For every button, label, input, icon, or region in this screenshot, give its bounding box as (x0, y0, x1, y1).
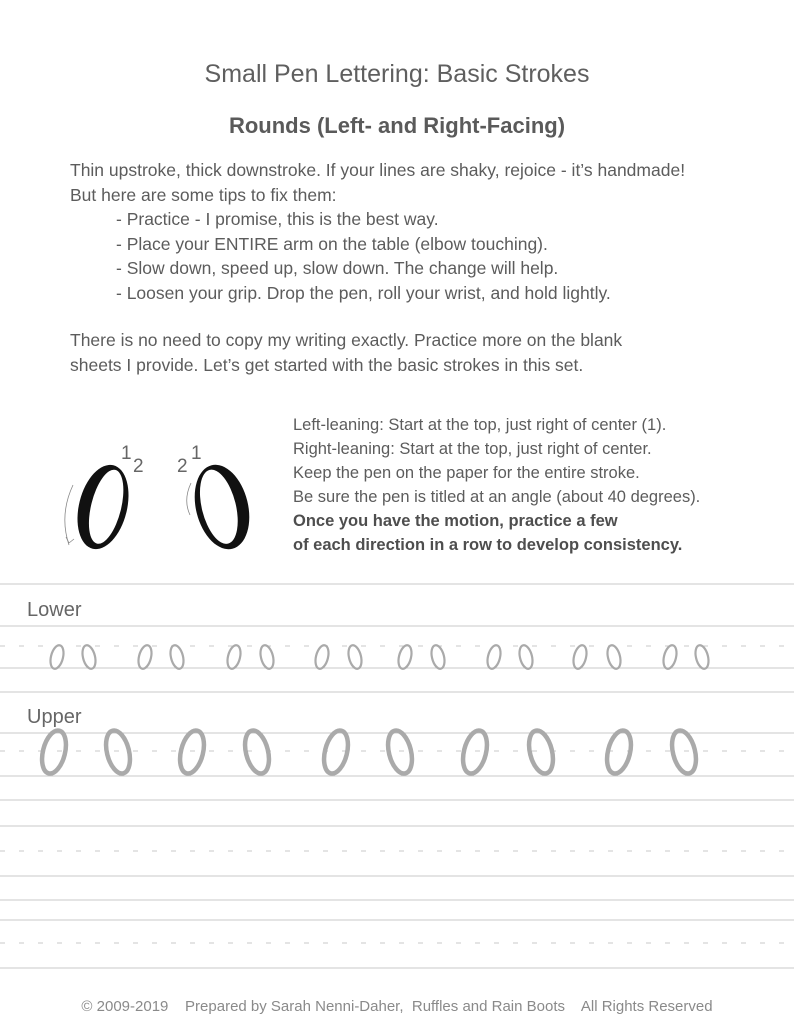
stroke-number: 1 (191, 443, 202, 464)
trace-right-round (384, 728, 416, 776)
trace-right-round (168, 644, 185, 670)
instruction-line: Left-leaning: Start at the top, just right of center (1). (293, 416, 667, 434)
footer-rights: All Rights Reserved (580, 998, 713, 1015)
trace-right-round (258, 644, 275, 670)
trace-right-round (525, 728, 557, 776)
tip-item: - Place your ENTIRE arm on the table (elbow touching). (116, 233, 548, 254)
trace-right-round (605, 644, 622, 670)
trace-left-round (38, 728, 70, 776)
instruction-emphasis: Once you have the motion, practice a few (293, 512, 618, 530)
footer-prepared: Prepared by Sarah Nenni-Daher, (185, 998, 404, 1015)
trace-left-round (225, 644, 242, 670)
trace-left-round (603, 728, 635, 776)
trace-right-round (241, 728, 273, 776)
trace-right-round (346, 644, 363, 670)
section-subtitle: Rounds (Left- and Right-Facing) (228, 113, 566, 138)
upper-trace-row (38, 728, 700, 776)
trace-left-round (485, 644, 502, 670)
trace-right-round (668, 728, 700, 776)
trace-left-round (661, 644, 678, 670)
stroke-number: 1 (121, 443, 132, 464)
page-footer (0, 998, 794, 1015)
trace-left-round (571, 644, 588, 670)
trace-left-round (459, 728, 491, 776)
trace-left-round (313, 644, 330, 670)
trace-left-round (396, 644, 413, 670)
upper-section-label: Upper (27, 706, 82, 728)
trace-right-round (517, 644, 534, 670)
trace-left-round (48, 644, 65, 670)
trace-left-round (320, 728, 352, 776)
lower-trace-row (48, 644, 710, 670)
page-title: Small Pen Lettering: Basic Strokes (204, 60, 590, 88)
trace-right-round (693, 644, 710, 670)
instruction-emphasis: of each direction in a row to develop consistency. (293, 536, 683, 554)
trace-right-round (429, 644, 446, 670)
tip-item: - Loosen your grip. Drop the pen, roll your wrist, and hold lightly. (116, 282, 611, 303)
footer-copyright: © 2009-2019 (81, 998, 169, 1015)
note-line: There is no need to copy my writing exactly. Practice more on the blank (70, 330, 623, 350)
trace-right-round (80, 644, 97, 670)
instruction-line: Keep the pen on the paper for the entire stroke. (293, 464, 640, 482)
instruction-line: Be sure the pen is titled at an angle (about 40 degrees). (293, 488, 701, 506)
instruction-line: Right-leaning: Start at the top, just right of center. (293, 440, 652, 458)
intro-line: Thin upstroke, thick downstroke. If your lines are shaky, rejoice - it’s handmade! (70, 160, 686, 180)
trace-left-round (136, 644, 153, 670)
note-line: sheets I provide. Let’s get started with the basic strokes in this set. (70, 355, 584, 375)
footer-brand: Ruffles and Rain Boots (411, 998, 566, 1015)
tip-item: - Slow down, speed up, slow down. The change will help. (116, 258, 559, 278)
lower-section-label: Lower (27, 599, 82, 621)
trace-left-round (176, 728, 208, 776)
tip-item: - Practice - I promise, this is the best way. (116, 209, 439, 229)
trace-right-round (102, 728, 134, 776)
intro-line: But here are some tips to fix them: (70, 184, 337, 205)
stroke-number: 2 (177, 456, 188, 477)
stroke-number: 2 (133, 456, 144, 477)
